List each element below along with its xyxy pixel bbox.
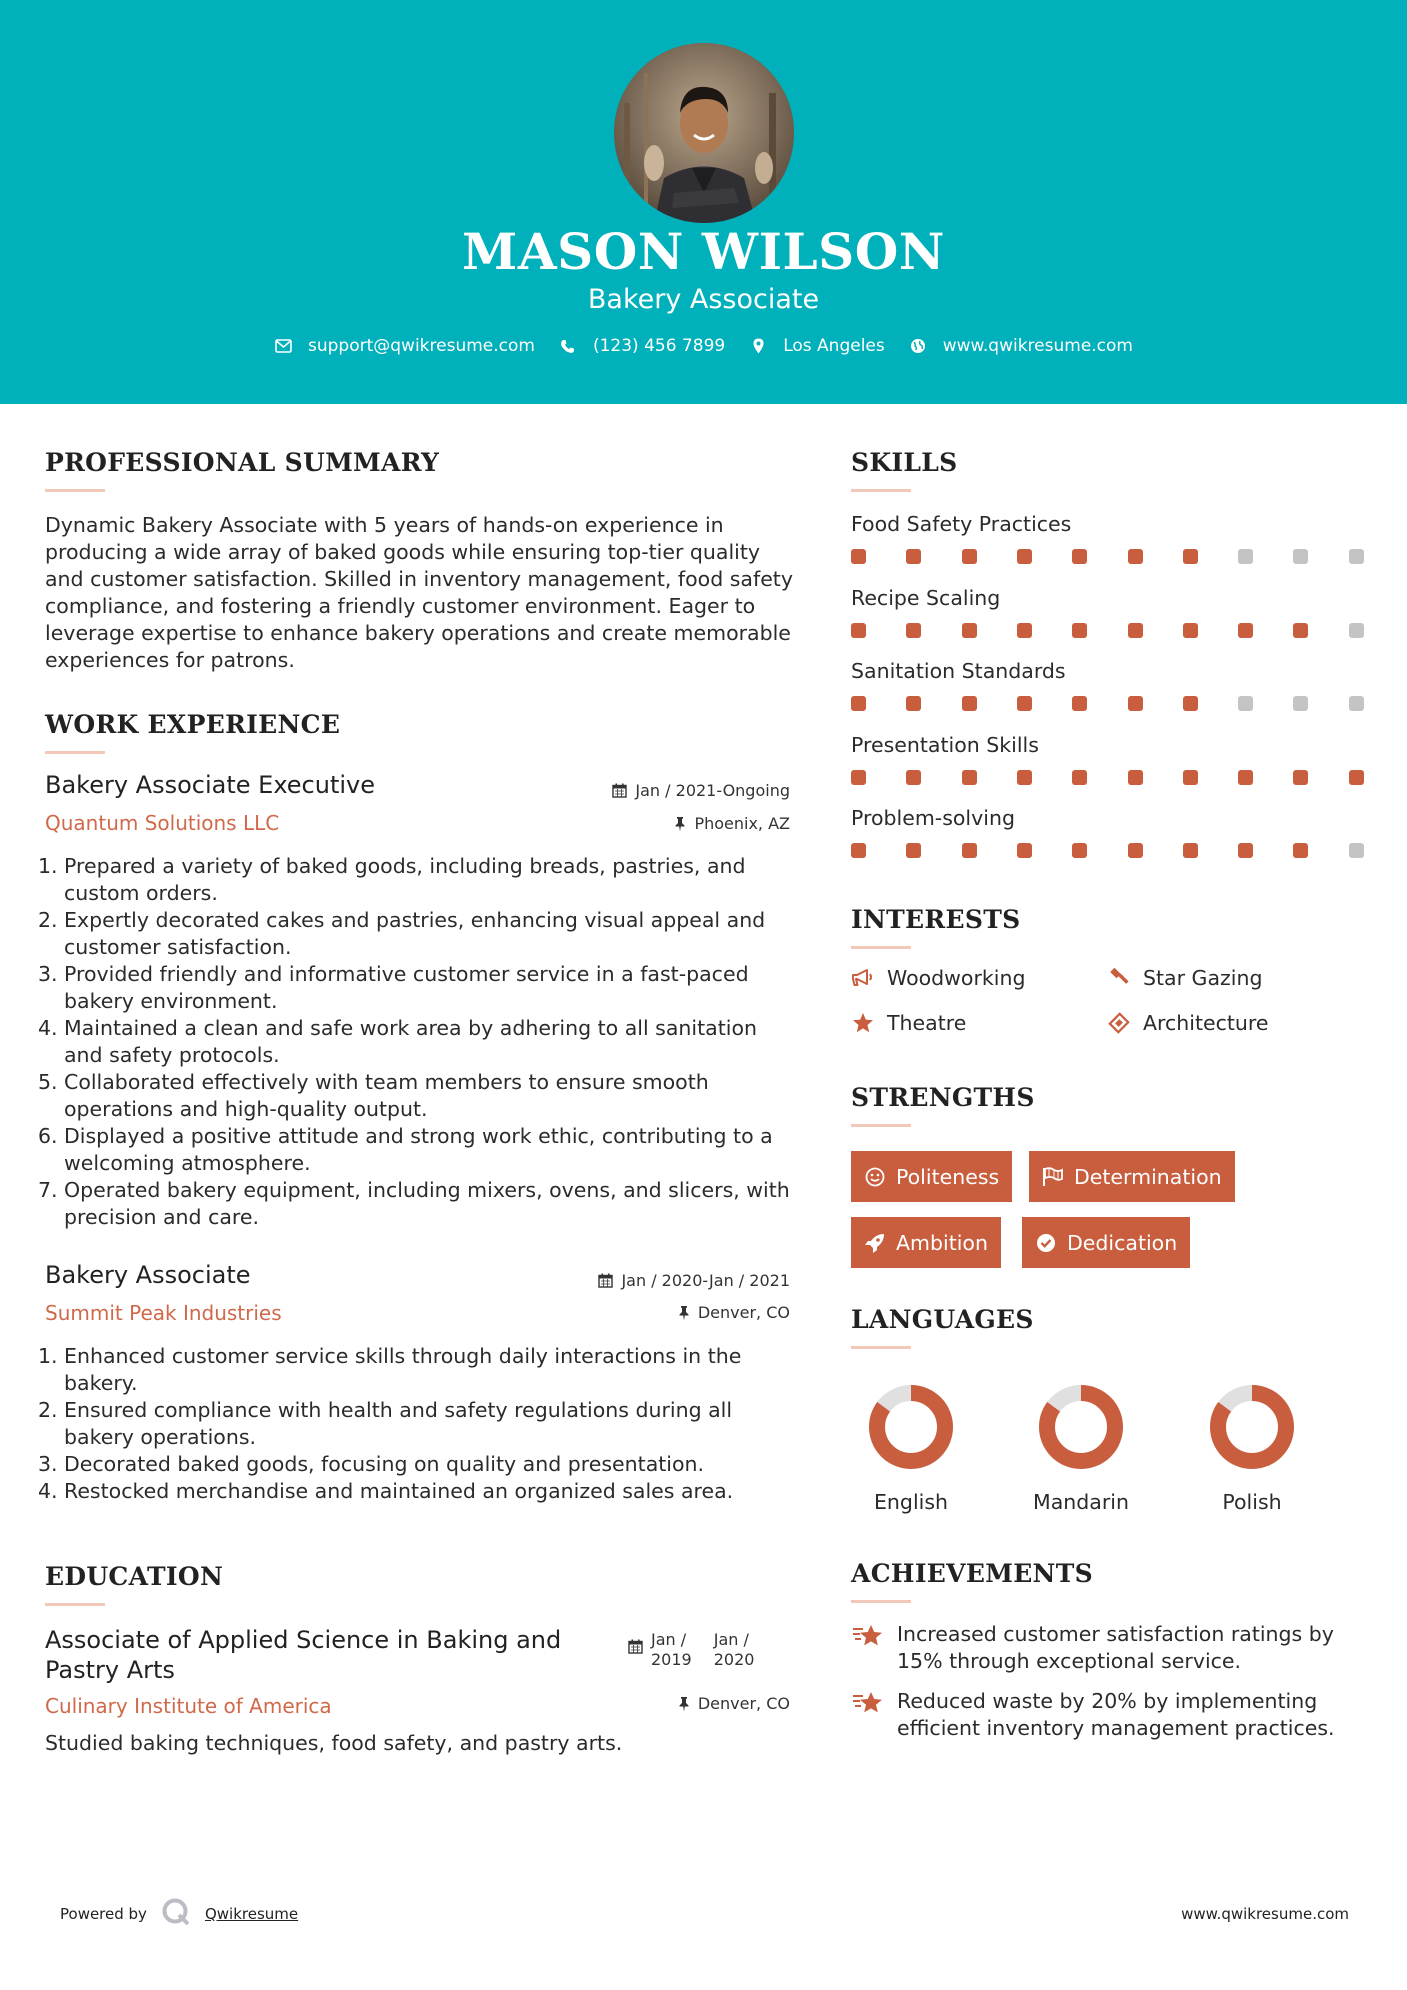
- language-name: English: [873, 1490, 949, 1514]
- skill-rating: [851, 623, 1366, 639]
- contact-email[interactable]: [274, 336, 535, 356]
- rating-dot-filled: [906, 696, 921, 711]
- achievements-rule: [851, 1600, 911, 1603]
- rating-dot-filled: [1128, 770, 1143, 785]
- profile-photo: [614, 43, 794, 223]
- job-date: Jan / 2020-Jan / 2021: [500, 1271, 790, 1290]
- education-dates: [628, 1630, 754, 1670]
- experience-rule: [45, 751, 105, 754]
- education-location: Denver, CO: [500, 1694, 790, 1713]
- pushpin-icon: [674, 816, 686, 832]
- gavel-icon: [1107, 966, 1131, 990]
- trophy-star-icon: [851, 1688, 885, 1722]
- contact-bar: [0, 336, 1407, 356]
- list-item: 6. Displayed a positive attitude and strong work ethic, contributing to a welcoming atmosphere.: [38, 1124, 773, 1175]
- rating-dot-empty: [1293, 549, 1308, 564]
- rating-dot-empty: [1349, 696, 1364, 711]
- pushpin-icon: [678, 1696, 690, 1712]
- location-text: Los Angeles: [783, 336, 885, 356]
- trophy-star-icon: [851, 1621, 885, 1655]
- rating-dot-filled: [851, 770, 866, 785]
- job-bullets: [38, 1343, 798, 1505]
- job-location: Phoenix, AZ: [500, 814, 790, 833]
- job-location: Denver, CO: [500, 1303, 790, 1322]
- achievements-heading: ACHIEVEMENTS: [851, 1559, 1093, 1588]
- website-text: www.qwikresume.com: [942, 336, 1133, 356]
- interests-rule: [851, 946, 911, 949]
- education-rule: [45, 1603, 105, 1606]
- rating-dot-filled: [1017, 623, 1032, 638]
- resume-header: [0, 0, 1407, 404]
- calendar-icon: [628, 1639, 643, 1654]
- interest-item: Woodworking: [851, 966, 1025, 990]
- skill-rating: [851, 696, 1366, 712]
- flag-icon: [1042, 1166, 1064, 1188]
- skill-rating: [851, 549, 1366, 565]
- rating-dot-filled: [1017, 549, 1032, 564]
- rating-dot-filled: [1238, 623, 1253, 638]
- ticket-icon: [1107, 1011, 1131, 1035]
- achievement-item: Increased customer satisfaction ratings by 15% through exceptional service.: [851, 1621, 1371, 1675]
- rating-dot-empty: [1238, 696, 1253, 711]
- rating-dot-filled: [962, 623, 977, 638]
- language-name: Mandarin: [1033, 1490, 1129, 1514]
- language-gauge: [1036, 1382, 1126, 1472]
- rating-dot-filled: [1128, 623, 1143, 638]
- list-item: 3. Decorated baked goods, focusing on quality and presentation.: [38, 1452, 705, 1476]
- rating-dot-filled: [1293, 843, 1308, 858]
- rating-dot-filled: [962, 770, 977, 785]
- experience-heading: WORK EXPERIENCE: [45, 710, 341, 739]
- rating-dot-filled: [962, 843, 977, 858]
- rating-dot-filled: [906, 549, 921, 564]
- rating-dot-filled: [1072, 549, 1087, 564]
- strength-chip: Determination: [1029, 1151, 1235, 1202]
- strengths-heading: STRENGTHS: [851, 1083, 1035, 1112]
- rating-dot-filled: [1072, 696, 1087, 711]
- bullhorn-icon: [851, 966, 875, 990]
- rating-dot-filled: [1128, 696, 1143, 711]
- education-end: Jan / 2020: [713, 1630, 755, 1669]
- job-title: Bakery Associate Executive: [45, 771, 376, 799]
- interest-item: Theatre: [851, 1011, 966, 1035]
- rating-dot-filled: [906, 843, 921, 858]
- contact-website[interactable]: [909, 336, 1133, 356]
- rating-dot-filled: [1183, 549, 1198, 564]
- candidate-name: MASON WILSON: [462, 222, 945, 281]
- rating-dot-filled: [1183, 623, 1198, 638]
- achievement-item: Reduced waste by 20% by implementing efficient inventory management practices.: [851, 1688, 1371, 1742]
- globe-icon: [909, 337, 927, 355]
- skill-rating: [851, 843, 1366, 859]
- strengths-rule: [851, 1124, 911, 1127]
- smile-icon: [864, 1166, 886, 1188]
- job-company: Summit Peak Industries: [45, 1301, 282, 1325]
- summary-rule: [45, 489, 105, 492]
- rating-dot-filled: [1238, 843, 1253, 858]
- strength-chip: Dedication: [1022, 1217, 1190, 1268]
- language-item: [841, 1382, 981, 1514]
- footer-website[interactable]: www.qwikresume.com: [1181, 1905, 1349, 1923]
- rating-dot-filled: [1238, 770, 1253, 785]
- list-item: 4. Restocked merchandise and maintained an organized sales area.: [38, 1479, 734, 1503]
- skills-heading: SKILLS: [851, 448, 958, 477]
- language-item: [1182, 1382, 1322, 1514]
- powered-by-text: Powered by: [60, 1905, 147, 1923]
- list-item: 2. Ensured compliance with health and safety regulations during all bakery operations.: [38, 1398, 733, 1449]
- summary-text: Dynamic Bakery Associate with 5 years of hands-on experience in producing a wide array of baked goods while ensuring top-tier quality and customer satisfaction. Skilled in inventory management, food safety compliance, and fostering a friendly customer environment. Eager to leverage expertise to enhance bakery operations and create memorable experiences for patrons.: [45, 513, 793, 672]
- rating-dot-filled: [906, 623, 921, 638]
- rating-dot-filled: [1017, 696, 1032, 711]
- list-item: 3. Provided friendly and informative customer service in a fast-paced bakery environment.: [38, 962, 749, 1013]
- list-item: 1. Enhanced customer service skills through daily interactions in the bakery.: [38, 1344, 742, 1395]
- check-circle-icon: [1035, 1232, 1057, 1254]
- job-bullets: [38, 853, 798, 1231]
- rating-dot-filled: [1293, 623, 1308, 638]
- phone-text: (123) 456 7899: [592, 336, 726, 356]
- skill-name: Presentation Skills: [851, 732, 1039, 757]
- envelope-icon: [274, 337, 292, 355]
- summary-heading: PROFESSIONAL SUMMARY: [45, 448, 440, 477]
- star-icon: [851, 1011, 875, 1035]
- strength-chip: Ambition: [851, 1217, 1001, 1268]
- contact-phone[interactable]: [559, 336, 725, 356]
- rating-dot-empty: [1238, 549, 1253, 564]
- rating-dot-filled: [1072, 843, 1087, 858]
- job-company: Quantum Solutions LLC: [45, 811, 280, 835]
- phone-icon: [559, 337, 577, 355]
- interests-heading: INTERESTS: [851, 905, 1021, 934]
- list-item: 4. Maintained a clean and safe work area by adhering to all sanitation and safety protocols.: [38, 1016, 757, 1067]
- rating-dot-filled: [962, 549, 977, 564]
- strength-chip: Politeness: [851, 1151, 1012, 1202]
- language-item: [1011, 1382, 1151, 1514]
- school-name: Culinary Institute of America: [45, 1694, 332, 1718]
- map-pin-icon: [749, 337, 767, 355]
- education-heading: EDUCATION: [45, 1562, 224, 1591]
- skill-name: Recipe Scaling: [851, 585, 1001, 610]
- list-item: 1. Prepared a variety of baked goods, including breads, pastries, and custom orders.: [38, 854, 746, 905]
- qwikresume-logo-icon: [161, 1897, 191, 1931]
- rating-dot-filled: [851, 623, 866, 638]
- calendar-icon: [598, 1273, 613, 1288]
- rating-dot-filled: [1017, 770, 1032, 785]
- rating-dot-filled: [1183, 843, 1198, 858]
- footer-powered-by: [60, 1897, 298, 1931]
- rating-dot-empty: [1349, 843, 1364, 858]
- rating-dot-filled: [1349, 770, 1364, 785]
- languages-heading: LANGUAGES: [851, 1305, 1034, 1334]
- rating-dot-empty: [1349, 549, 1364, 564]
- education-start: Jan / 2019: [651, 1630, 692, 1669]
- rating-dot-filled: [1183, 696, 1198, 711]
- rating-dot-filled: [851, 549, 866, 564]
- rating-dot-filled: [1128, 843, 1143, 858]
- skill-name: Sanitation Standards: [851, 659, 1066, 683]
- rocket-icon: [864, 1232, 886, 1254]
- rating-dot-filled: [906, 770, 921, 785]
- language-name: Polish: [1222, 1490, 1282, 1514]
- list-item: 5. Collaborated effectively with team members to ensure smooth operations and high-quality output.: [38, 1070, 709, 1121]
- rating-dot-filled: [1183, 770, 1198, 785]
- rating-dot-filled: [1128, 549, 1143, 564]
- skill-rating: [851, 770, 1366, 786]
- education-description: Studied baking techniques, food safety, and pastry arts.: [45, 1731, 623, 1755]
- rating-dot-filled: [1072, 623, 1087, 638]
- brand-link[interactable]: Qwikresume: [204, 1905, 299, 1923]
- interest-item: Architecture: [1107, 1011, 1269, 1035]
- contact-location: [749, 336, 885, 356]
- skill-name: Food Safety Practices: [851, 512, 1072, 536]
- rating-dot-filled: [1293, 770, 1308, 785]
- candidate-role: Bakery Associate: [587, 284, 820, 315]
- pushpin-icon: [678, 1305, 690, 1321]
- language-gauge: [1207, 1382, 1297, 1472]
- rating-dot-filled: [962, 696, 977, 711]
- skills-rule: [851, 489, 911, 492]
- rating-dot-filled: [1072, 770, 1087, 785]
- interest-item: Star Gazing: [1107, 966, 1262, 990]
- job-date: Jan / 2021-Ongoing: [500, 781, 790, 800]
- email-text: support@qwikresume.com: [308, 336, 535, 356]
- rating-dot-filled: [851, 843, 866, 858]
- list-item: 2. Expertly decorated cakes and pastries, enhancing visual appeal and customer satisfaction.: [38, 908, 766, 959]
- languages-rule: [851, 1346, 911, 1349]
- rating-dot-empty: [1349, 623, 1364, 638]
- degree-title: Associate of Applied Science in Baking and Pastry Arts: [45, 1626, 562, 1684]
- job-title: Bakery Associate: [45, 1261, 251, 1289]
- language-gauge: [866, 1382, 956, 1472]
- rating-dot-filled: [1017, 843, 1032, 858]
- rating-dot-filled: [851, 696, 866, 711]
- calendar-icon: [612, 783, 627, 798]
- rating-dot-empty: [1293, 696, 1308, 711]
- list-item: 7. Operated bakery equipment, including mixers, ovens, and slicers, with precision and care.: [38, 1178, 790, 1229]
- skill-name: Problem-solving: [851, 806, 1015, 830]
